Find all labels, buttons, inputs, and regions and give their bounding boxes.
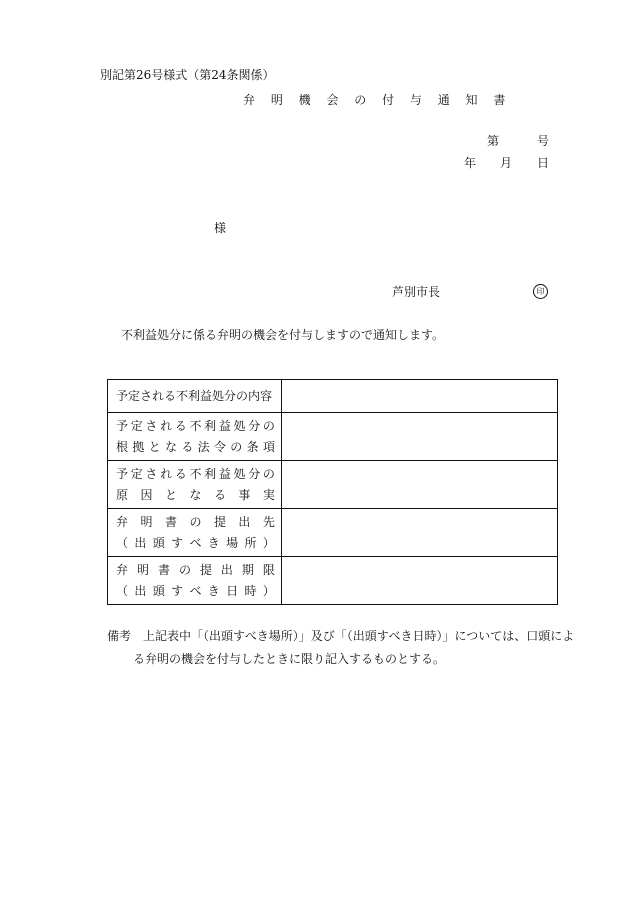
date-year: 年 bbox=[464, 156, 477, 170]
row-value-submission-deadline[interactable] bbox=[282, 557, 558, 605]
remarks-line-2: る弁明の機会を付与したときに限り記入するものとする。 bbox=[133, 652, 446, 666]
row-label-legal-basis bbox=[108, 413, 282, 461]
row-value-disposition-content[interactable] bbox=[282, 380, 558, 413]
row-label-cause-facts bbox=[108, 461, 282, 509]
table-row bbox=[108, 461, 558, 509]
number-prefix: 第 bbox=[487, 134, 500, 148]
table-row bbox=[108, 413, 558, 461]
row-label-submission-place bbox=[108, 509, 282, 557]
row-value-legal-basis[interactable] bbox=[282, 413, 558, 461]
number-suffix: 号 bbox=[537, 134, 550, 148]
row-label-line: 弁 明 書 の 提 出 先 bbox=[116, 514, 275, 529]
notice-form-table bbox=[107, 379, 558, 605]
issuer-name: 芦別市長 bbox=[392, 285, 441, 299]
table-row bbox=[108, 557, 558, 605]
document-title: 弁 明 機 会 の 付 与 通 知 書 bbox=[243, 93, 512, 107]
row-label-submission-deadline bbox=[108, 557, 282, 605]
table-row bbox=[108, 380, 558, 413]
row-value-submission-place[interactable] bbox=[282, 509, 558, 557]
row-label-line: 原 因 と な る 事 実 bbox=[116, 487, 275, 502]
row-label-disposition-content bbox=[108, 380, 282, 413]
date-month: 月 bbox=[500, 156, 513, 170]
row-label-text: 予定される不利益処分の内容 bbox=[116, 388, 273, 403]
seal-mark: 印 bbox=[533, 284, 548, 299]
date-day: 日 bbox=[537, 156, 550, 170]
notice-text: 不利益処分に係る弁明の機会を付与しますので通知します。 bbox=[121, 328, 445, 342]
row-value-cause-facts[interactable] bbox=[282, 461, 558, 509]
table-row bbox=[108, 509, 558, 557]
row-label-line: 予 定 さ れ る 不 利 益 処 分 の bbox=[116, 466, 275, 481]
row-label-line: 弁 明 書 の 提 出 期 限 bbox=[116, 562, 275, 577]
row-label-line: 根 拠 と な る 法 令 の 条 項 bbox=[116, 439, 275, 454]
row-label-line: （ 出 頭 す べ き 日 時 ） bbox=[116, 583, 275, 598]
row-label-line: （ 出 頭 す べ き 場 所 ） bbox=[116, 535, 275, 550]
addressee-honorific: 様 bbox=[214, 221, 227, 235]
remarks-line-1: 備考 上記表中「（出頭すべき場所）」及び「（出頭すべき日時）」については、口頭によ bbox=[107, 629, 575, 643]
row-label-line: 予 定 さ れ る 不 利 益 処 分 の bbox=[116, 418, 275, 433]
form-reference: 別記第26号様式（第24条関係） bbox=[100, 68, 275, 82]
